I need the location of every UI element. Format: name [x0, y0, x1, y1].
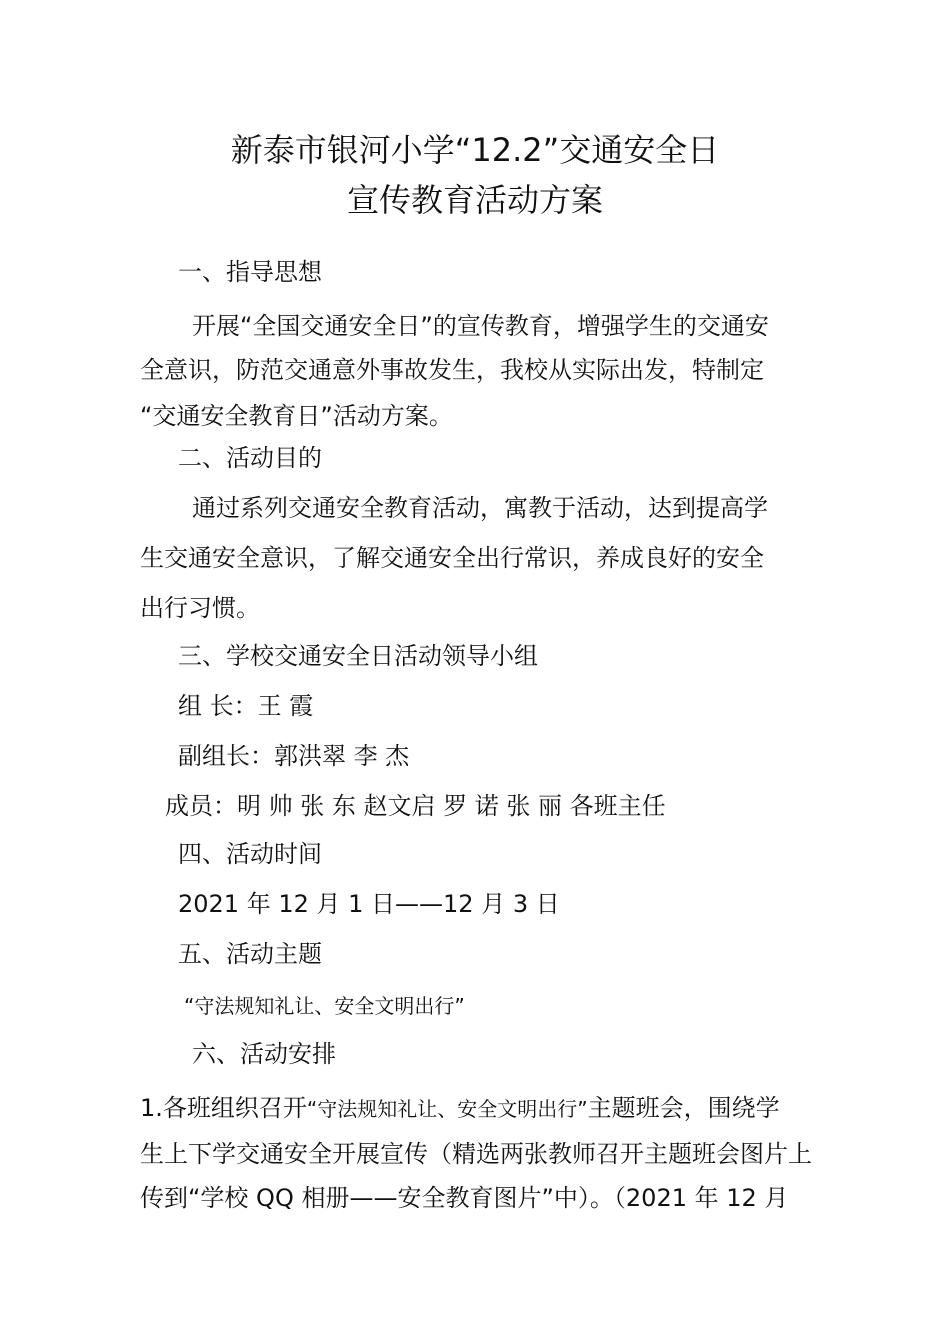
members-line: 成员：明 帅 张 东 赵文启 罗 诺 张 丽 各班主任 — [165, 792, 666, 820]
activity-theme: “守法规知礼让、安全文明出行” — [184, 994, 465, 1018]
section1-heading: 一、指导思想 — [178, 258, 322, 286]
document-title-line2: 宣传教育活动方案 — [346, 181, 603, 219]
activity-time: 2021 年 12 月 1 日——12 月 3 日 — [178, 890, 560, 918]
section2-heading: 二、活动目的 — [178, 444, 322, 472]
arrangement-line-3: 传到“学校 QQ 相册——安全教育图片”中）。（2021 年 12 月 — [140, 1184, 789, 1212]
document-title-line1: 新泰市银河小学“12.2”交通安全日 — [230, 131, 720, 169]
arrangement-suffix: 主题班会，围绕学 — [587, 1094, 780, 1122]
section5-heading: 五、活动主题 — [178, 940, 322, 968]
section1-paragraph-line: “交通安全教育日”活动方案。 — [140, 402, 453, 430]
arrangement-prefix: 1.各班组织召开 — [140, 1094, 307, 1122]
section2-paragraph-line: 出行习惯。 — [140, 594, 260, 622]
section2-paragraph-line: 生交通安全意识，了解交通安全出行常识，养成良好的安全 — [140, 544, 764, 572]
section4-heading: 四、活动时间 — [178, 840, 322, 868]
arrangement-line-1 — [140, 1092, 780, 1125]
section2-paragraph-line: 通过系列交通安全教育活动，寓教于活动，达到提高学 — [192, 494, 768, 522]
arrangement-theme-quote: “守法规知礼让、安全文明出行” — [306, 1097, 588, 1121]
section1-paragraph-line: 全意识，防范交通意外事故发生，我校从实际出发，特制定 — [140, 356, 764, 384]
deputy-leader-line: 副组长：郭洪翠 李 杰 — [178, 742, 410, 770]
section1-paragraph-line: 开展“全国交通安全日”的宣传教育，增强学生的交通安 — [192, 312, 769, 340]
section3-heading: 三、学校交通安全日活动领导小组 — [178, 642, 538, 670]
group-leader-line: 组 长：王 霞 — [178, 692, 314, 720]
arrangement-line-2: 生上下学交通安全开展宣传（精选两张教师召开主题班会图片上 — [140, 1140, 812, 1168]
section6-heading: 六、活动安排 — [192, 1040, 336, 1068]
